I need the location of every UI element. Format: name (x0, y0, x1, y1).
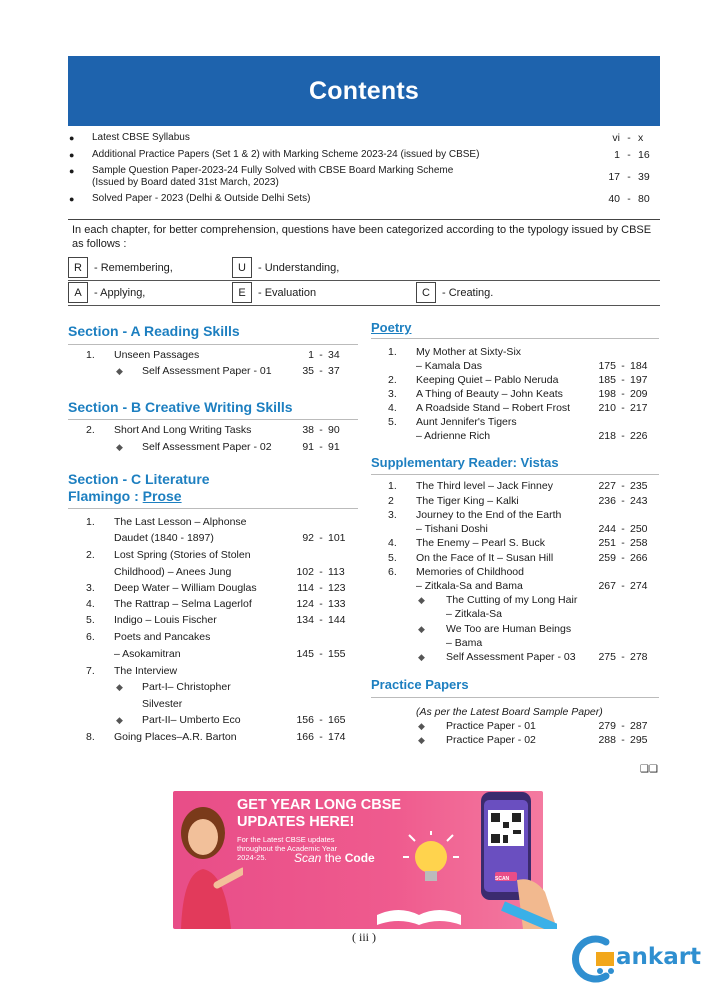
divider (68, 344, 358, 345)
bullet-icon: ● (69, 149, 75, 160)
diamond-icon: ◆ (116, 366, 123, 376)
flamingo-prose-title: Flamingo : Prose (68, 488, 182, 504)
practice-papers-title: Practice Papers (371, 677, 469, 692)
diamond-icon: ◆ (418, 652, 425, 662)
diamond-icon: ◆ (418, 721, 425, 731)
cankart-logo (566, 934, 706, 984)
diamond-icon: ◆ (116, 715, 123, 725)
typology-item: A - Applying, (68, 282, 145, 303)
cart-icon (566, 934, 622, 984)
typology-code: U (232, 257, 252, 278)
divider (68, 305, 660, 306)
page-range: 1 - 16 (614, 148, 650, 161)
diamond-icon: ◆ (418, 624, 425, 634)
top-item-text: Solved Paper - 2023 (Delhi & Outside Delhi Sets) (92, 193, 311, 204)
typology-code: E (232, 282, 252, 303)
cbse-updates-banner[interactable] (173, 791, 557, 929)
typology-item: C - Creating. (416, 282, 493, 303)
typology-intro: In each chapter, for better comprehension, questions have been categorized according to the typology issued by CBSE as follows : (72, 224, 652, 250)
top-items-list (68, 132, 660, 210)
contents-header-band (68, 56, 660, 126)
diamond-icon: ◆ (418, 595, 425, 605)
logo-text: ankart (616, 944, 702, 970)
section-a-title: Section - A Reading Skills (68, 323, 240, 339)
typology-code: A (68, 282, 88, 303)
top-item-text: Additional Practice Papers (Set 1 & 2) with Marking Scheme 2023-24 (issued by CBSE) (92, 148, 480, 160)
typology-table (68, 256, 660, 306)
vistas-title: Supplementary Reader: Vistas (371, 455, 559, 470)
section-c-title: Section - C Literature (68, 471, 210, 487)
diamond-icon: ◆ (418, 735, 425, 745)
bullet-icon: ● (69, 166, 75, 176)
banner-headline: GET YEAR LONG CBSE UPDATES HERE! (237, 797, 402, 830)
typology-item: U - Understanding, (232, 257, 339, 278)
page-number: ( iii ) (352, 930, 376, 944)
practice-note: (As per the Latest Board Sample Paper) (416, 706, 603, 718)
end-mark: ❑❑ (640, 764, 658, 775)
scan-the-code-label: Scan the Code (294, 851, 375, 865)
top-item-text: Sample Question Paper-2023-24 Fully Solved with CBSE Board Marking Scheme (Issued by Board dated 31st March, 2023) (92, 165, 454, 188)
typology-item: E - Evaluation (232, 282, 316, 303)
top-item (68, 149, 660, 161)
diamond-icon: ◆ (116, 682, 123, 692)
typology-code: C (416, 282, 436, 303)
phone-qr-icon (473, 788, 557, 929)
typology-code: R (68, 257, 88, 278)
section-b-title: Section - B Creative Writing Skills (68, 399, 293, 415)
divider (371, 338, 659, 339)
banner-subtext: For the Latest CBSE updates throughout the Academic Year 2024-25. (237, 835, 338, 862)
divider (68, 280, 660, 281)
book-lightbulb-icon (369, 831, 469, 929)
top-item (68, 165, 660, 189)
phone-scan-button: SCAN (495, 876, 510, 882)
girl-illustration-icon (173, 801, 243, 929)
typology-item: R - Remembering, (68, 257, 173, 278)
diamond-icon: ◆ (116, 442, 123, 452)
bullet-icon: ● (69, 133, 75, 143)
poetry-title: Poetry (371, 320, 412, 335)
divider (68, 419, 358, 420)
top-item (68, 132, 660, 144)
divider (371, 697, 659, 698)
top-item-text: Latest CBSE Syllabus (92, 132, 190, 143)
page-range: 17 - 39 (608, 171, 650, 183)
bullet-icon: ● (69, 194, 75, 204)
divider (68, 508, 358, 509)
divider (371, 474, 659, 475)
page-title: Contents (309, 76, 419, 105)
page-range: vi - x (612, 132, 644, 144)
top-item (68, 193, 660, 205)
page-range: 40 - 80 (608, 193, 650, 205)
divider (68, 219, 660, 220)
